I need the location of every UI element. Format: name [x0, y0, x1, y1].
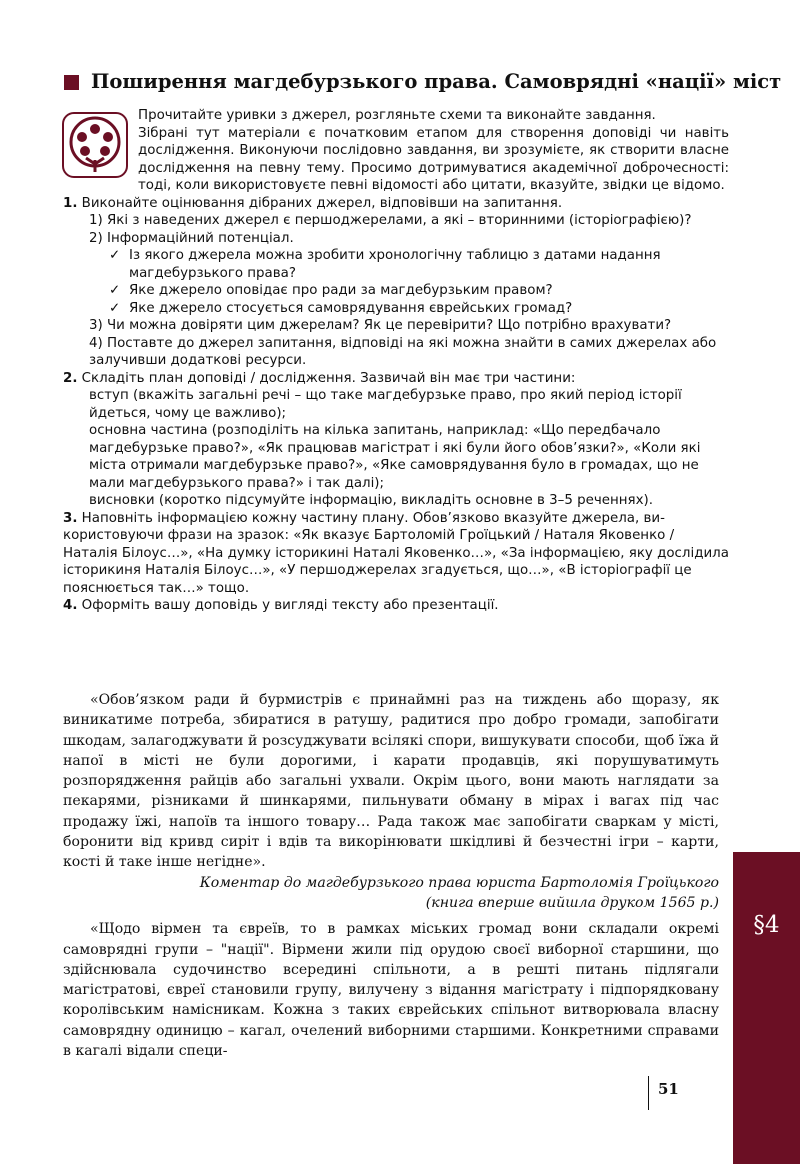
section-heading: [64, 70, 782, 94]
quote-nations: «Щодо вірмен та євреїв, то в рамках міських громад вони складали окремі самоврядні групи – "нації". Вірмени жили під орудою своєї виборної старшини, що здійснювала судочинство всередині спільноти, а в решті питань підлягали магістратові, євреї становили групу, вилучену з відання магістрату і підпорядковану королівським намісникам. Кожна з таких єврейських спільнот витворювала власну самоврядну одиницю – кагал, очелений виборними старшими. Конкретними справами в кагалі відали специ-: [63, 921, 719, 1060]
task-4-number: 4.: [63, 598, 78, 613]
task-3: [63, 510, 729, 598]
plan-part-conclusion: висновки (коротко підсумуйте інформацію, викладіть основне в 3–5 реченнях).: [89, 493, 653, 508]
task-4-text: Оформіть вашу доповідь у вигляді тексту або презентації.: [81, 598, 499, 613]
square-bullet-icon: [64, 75, 79, 90]
quote-source-line-1: Коментар до магдебурзького права юриста Бартоломія Гроїцького: [199, 874, 719, 891]
source-excerpts: [63, 690, 719, 1061]
task-1-text: Виконайте оцінювання дібраних джерел, відповівши на запитання.: [81, 195, 563, 211]
checkmark-icon: ✓: [109, 248, 121, 263]
plan-part-intro: вступ (вкажіть загальні речі – що таке магдебурзьке право, про який період історії йдеться, чому це важливо);: [89, 388, 682, 421]
section-mark: §4: [753, 912, 780, 938]
section-heading-text: Поширення магдебурзького права. Самоврядні «нації» міст: [91, 70, 782, 93]
check-item: [63, 300, 729, 318]
intro-paragraph: Зібрані тут матеріали є початковим етапом для створення доповіді чи навіть дослідження. Виконуючи послідовно завдання, ви зрозумієте, як створити власне дослідження на певну тему. Просимо дотримуватися академічної доброчесності: тоді, коли використовуєте певні відомості або цитати, вказуйте, звідки це відомо.: [138, 125, 729, 193]
plan-part-main: основна частина (розподіліть на кілька запитань, наприклад: «Що передбачало магдебурзьке право?», «Як працював магістрат і які були його обов’язки?», «Коли які міста отримали магдебурзьке право?», «Яке самоврядування було в громадах, що не мали магдебурзького права?» і так далі);: [89, 423, 701, 491]
check-item: [63, 282, 729, 300]
checkmark-icon: ✓: [109, 300, 121, 316]
checkmark-icon: ✓: [109, 283, 121, 298]
page-number-divider: [648, 1076, 649, 1110]
task-2-text: Складіть план доповіді / дослідження. Зазвичай він має три частини:: [81, 370, 576, 386]
check-item-text: Яке джерело оповідає про ради за магдебурзьким правом?: [129, 283, 553, 298]
check-item-text: Із якого джерела можна зробити хронологічну таблицю з датами надання магдебурзького права?: [129, 248, 661, 281]
section-tab: [733, 852, 800, 1164]
check-item: [63, 247, 729, 282]
check-item-text: Яке джерело стосується самоврядування єврейських громад?: [129, 300, 573, 316]
task-4: [63, 597, 729, 615]
task-2: [63, 370, 729, 388]
task-2-number: 2.: [63, 370, 78, 386]
task-1: [63, 195, 729, 213]
task-1-number: 1.: [63, 195, 78, 211]
intro-line-1: Прочитайте уривки з джерел, розгляньте схеми та виконайте завдання.: [138, 108, 656, 123]
task-3-text: Наповніть інформацією кожну частину плану. Обов’язково вказуйте джерела, використовуючи фрази на зразок: «Як вказує Бартоломій Гроїцький / Наталя Яковенко / Наталія Білоус…», «На думку історикині Наталі Яковенко…», «За інформацією, яку дослідила історикиня Наталія Білоус…», «У першоджерелах згадується, що…», «В історіографії це пояснюється так…» тощо.: [63, 510, 729, 596]
task-1-question-4: 4) Поставте до джерел запитання, відповіді на які можна знайти в самих джерелах або залучивши додаткові ресурси.: [89, 335, 717, 368]
task-3-number: 3.: [63, 510, 78, 526]
quote-source-line-2: (книга вперше вийшла друком 1565 р.): [425, 894, 719, 911]
page-number: 51: [658, 1080, 679, 1098]
task-list: [63, 107, 729, 615]
task-1-question-3: 3) Чи можна довіряти цим джерелам? Як це перевірити? Що потрібно врахувати?: [89, 318, 672, 333]
task-1-question-1: 1) Які з наведених джерел є першоджерелами, а які – вторинними (історіографією)?: [89, 213, 692, 228]
task-1-question-2: 2) Інформаційний потенціал.: [89, 230, 294, 246]
quote-groicky: «Обов’язком ради й бурмистрів є принаймні раз на тиждень або щоразу, як виникатиме потреба, збиратися в ратушу, радитися про добро громади, запобігати шкодам, залагоджувати й розсуджувати всілякі спори, вишукувати способи, щоб їжа й напої в місті не були дорогими, і карати продавців, які порушуватимуть розпорядження райців або загальні ухвали. Окрім цього, вони мають наглядати за пекарями, різниками й шинкарями, пильнувати обману в мірах і вагах під час продажу їжі, напоїв та іншого товару… Рада також має запобігати сваркам у місті, боронити від кривд сиріт і вдів та викорінювати шкідливі й безчестні ігри – карти, кості й таке інше негідне».: [63, 692, 719, 871]
